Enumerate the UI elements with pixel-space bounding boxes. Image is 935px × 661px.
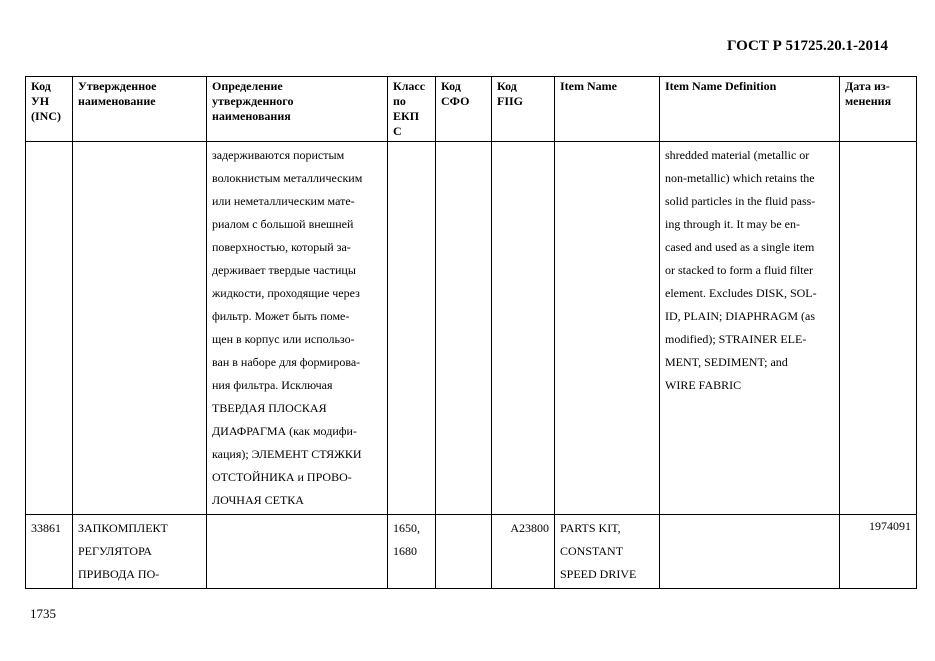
col-header-item-name-definition: Item Name Definition [660, 77, 840, 142]
cell-inc [26, 142, 73, 515]
col-header-approved-name: Утвержденное наименование [73, 77, 207, 142]
cell-item-name [555, 142, 660, 515]
cell-inc: 33861 [26, 515, 73, 589]
cell-approved-name: ЗАПКОМПЛЕКТ РЕГУЛЯТОРА ПРИВОДА ПО- [73, 515, 207, 589]
table-row [26, 515, 917, 589]
nomenclature-table [25, 76, 917, 589]
document-header: ГОСТ Р 51725.20.1-2014 [726, 38, 888, 54]
table-header-row [26, 77, 917, 142]
page-number: 1735 [30, 606, 56, 621]
cell-item-name-definition [660, 515, 840, 589]
cell-class: 1650, 1680 [388, 515, 436, 589]
cell-approved-name [73, 142, 207, 515]
cell-item-name-definition: shredded material (metallic or non-metallic) which retains the solid particles in the fluid pass- ing through it. It may be en- cased and used as a single item or stacked to form a fluid filter element. Excludes DISK, SOL- ID, PLAIN; DIAPHRAGM (as modified); STRAINER ELE- MENT, SEDIMENT; and WIRE FABRIC [660, 142, 840, 515]
cell-sfo [436, 142, 492, 515]
col-header-inc: Код УН (INC) [26, 77, 73, 142]
col-header-sfo: Код СФО [436, 77, 492, 142]
cell-item-name: PARTS KIT, CONSTANT SPEED DRIVE [555, 515, 660, 589]
cell-change-date [840, 142, 917, 515]
cell-fiig [492, 142, 555, 515]
col-header-change-date: Дата из- менения [840, 77, 917, 142]
col-header-class: Класс по ЕКП С [388, 77, 436, 142]
cell-fiig: A23800 [492, 515, 555, 589]
col-header-definition: Определение утвержденного наименования [207, 77, 388, 142]
table-row [26, 142, 917, 515]
cell-definition [207, 515, 388, 589]
col-header-item-name: Item Name [555, 77, 660, 142]
cell-class [388, 142, 436, 515]
col-header-fiig: Код FIIG [492, 77, 555, 142]
cell-sfo [436, 515, 492, 589]
cell-change-date: 1974091 [840, 515, 917, 589]
cell-definition: задерживаются пористым волокнистым металлическим или неметаллическим мате- риалом с большой внешней поверхностью, который за- держивает твердые частицы жидкости, проходящие через фильтр. Может быть поме- щен в корпус или использо- ван в наборе для формирова- ния фильтра. Исключая ТВЕРДАЯ ПЛОСКАЯ ДИАФРАГМА (как модифи- кация); ЭЛЕМЕНТ СТЯЖКИ ОТСТОЙНИКА и ПРОВО- ЛОЧНАЯ СЕТКА [207, 142, 388, 515]
